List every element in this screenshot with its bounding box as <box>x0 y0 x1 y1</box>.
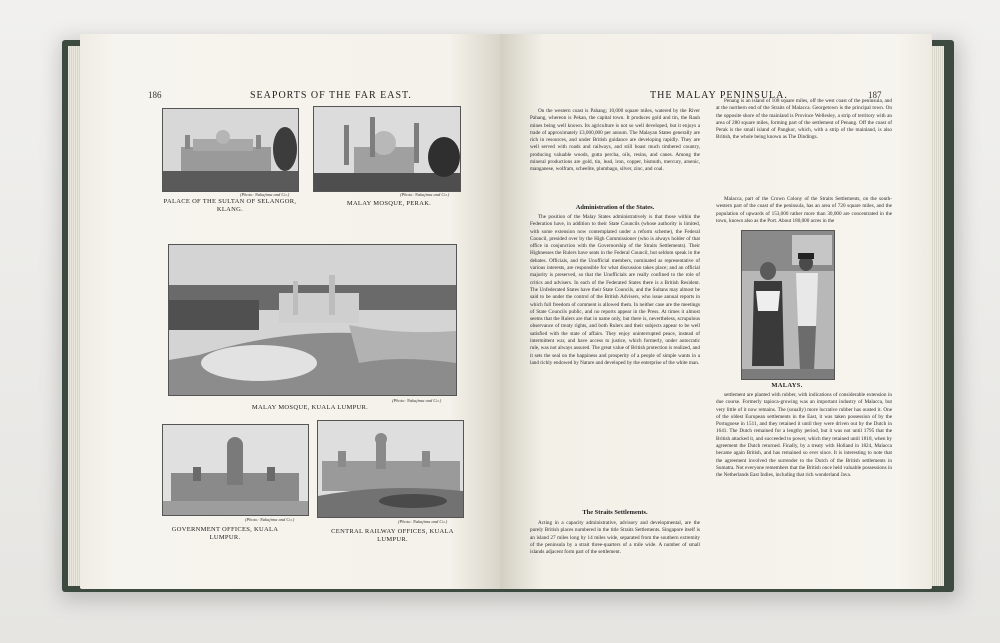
government-offices-photo <box>162 424 309 516</box>
subhead-administration: Administration of the States. <box>575 204 655 211</box>
kl-mosque-caption: MALAY MOSQUE, KUALA LUMPUR. <box>251 404 369 411</box>
gov-offices-caption: GOVERNMENT OFFICES, KUALA LUMPUR. <box>171 526 279 541</box>
right-page <box>500 34 932 589</box>
malays-caption: MALAYS. <box>771 382 803 389</box>
right-running-head: THE MALAY PENINSULA. <box>650 90 788 101</box>
railway-photo-credit: (Photo: Nakajima and Co.) <box>398 519 448 524</box>
palace-photo-credit: (Photo: Nakajima and Co.) <box>240 192 290 197</box>
subhead-straits: The Straits Settlements. <box>582 509 648 516</box>
gov-offices-photo-credit: (Photo: Nakajima and Co.) <box>245 517 295 522</box>
col2-top-paragraph: Penang is an island of 108 square miles, off the west coast of the peninsula, and at the northern end of the Straits of Malacca. Georgetown is the principal town. On the opposite shore of the mainland is Province Wellesley, a strip of territory with an area of 280 square miles, forming part of the settlement of Penang. Off the coast of Perak is the small island of Pangkor, which, with a strip of the mainland, is also British, the whole being known as The Dindings. <box>716 98 892 141</box>
col1-admin-text <box>530 214 700 526</box>
palace-photo <box>162 108 299 192</box>
left-page-number: 186 <box>148 90 162 100</box>
col1-straits-paragraph: Acting in a capacity administrative, advisory and developmental, are the purely British places numbered in the title Straits Settlements. Singapore itself is an island 27 miles long by 14 miles wide, separated from the southern extremity of the peninsula by a strait three-quarters of a mile wide. A number of small islands adjacent form part of the settlement. <box>530 520 700 556</box>
col2-top-text <box>716 98 892 194</box>
railway-offices-photo <box>317 420 464 518</box>
left-running-head: SEAPORTS OF THE FAR EAST. <box>250 90 412 101</box>
kuala-lumpur-mosque-photo <box>168 244 457 396</box>
col1-intro-paragraph: On the western coast is Pahang; 10,000 square miles, watered by the River Pahang, whereon is Pekan, the capital town. It produces gold and tin, the Rauh mines being well known. Its agriculture is not so well developed, but it enjoys a trade of approximately £3,000,000 per annum. The Malayan States generally are rich in resources, and under British guidance are developing rapidly. They are well served with roads and railways, and still boast much timbered country, producing valuable woods, gutta percha, oils, resins, and canes. Among the mineral productions are gold, tin, lead, iron, copper, bismuth, mercury, arsenic, manganese, wolfram, scheelite, plumbago, silver, zinc, and coal. <box>530 108 700 173</box>
perak-mosque-photo <box>313 106 461 192</box>
col2-malacca-paragraph: Malacca, part of the Crown Colony of the Straits Settlements, on the south-western part of the coast of the peninsula, has an area of 720 square miles, and the population of upwards of 153,000 rather more than 30,000 are concentrated in the town, known also as the Port. About 180,000 acres in the <box>716 196 892 224</box>
kl-mosque-photo-credit: (Photo: Nakajima and Co.) <box>392 398 442 403</box>
col1-intro-text <box>530 108 700 200</box>
malays-photo <box>741 230 835 380</box>
col1-admin-paragraph: The position of the Malay States administratively is that those within the Federation have, in addition to their State Councils (whose authority is limited, with some extension now contemplated under a reform scheme), the Federal Council, presided over by the High Commissioner (who is always holder of that office in conjunction with the Governorship of the Straits Settlements). Their Highnesses the Rulers have seats in the Federal Council, but seldom speak in the debates. Officials, and the Unofficial members, nominated as representative of various interests, are responsible for what discussion takes place; and an official majority is preserved, so that the Unofficials are really confined to the role of critics and advisers. In each of the Federated States there is a British Resident. The Unfederated States have their State Councils, and the Sultans may almost be said to be under the control of the British Advisers, who issue annual reports in which full freedom of comment is allowed them. In neither case are the meetings of State Councils public, and no reports appear in the Press. At times it almost seems that the Rulers are that in name only, but there is, nevertheless, scrupulous observance of treaty rights, and both Rulers and their subjects appear to be well satisfied with the state of affairs. They enjoy uninterrupted peace, instead of intermittent war, and have access to justice, which formerly, under autocratic rule, was not always assured. The great value of British protection is realized, and it sets the seal on the happiness and prosperity of a people of simple wants in a land richly endowed by Nature and developed by the enterprise of the white man. <box>530 214 700 366</box>
right-page-number: 187 <box>868 90 882 100</box>
col2-bottom-text <box>716 392 892 572</box>
left-page <box>80 34 500 589</box>
palace-caption: PALACE OF THE SULTAN OF SELANGOR, KLANG. <box>163 198 297 213</box>
col1-straits-text <box>530 520 700 572</box>
railway-caption: CENTRAL RAILWAY OFFICES, KUALA LUMPUR. <box>331 528 454 543</box>
perak-photo-credit: (Photo: Nakajima and Co.) <box>400 192 450 197</box>
perak-caption: MALAY MOSQUE, PERAK. <box>346 200 432 207</box>
page-edges-right <box>930 46 944 586</box>
col2-bottom-paragraph: settlement are planted with rubber, with indications of considerable extension in due course. Formerly tapioca-growing was an important industry of Malacca, but very little of it now remains. The (usually) more lucrative rubber has ousted it. One of the oldest European settlements in the East, it was taken possession of by the Portuguese in 1511, and they retained it until they were driven out by the Dutch in 1641. The Dutch remained for a lengthy period, but it was not until 1795 that the British attacked it, and succeeded to power, which they retained until 1818, when by agreement the Dutch returned. Finally, by a treaty with Holland in 1824, Malacca became again British, and has remained so ever since. It is interesting to note that the agreement involved the surrender to the Dutch of the British settlements in Sumatra. Not everyone remembers that the British once held valuable possessions in the Netherlands East Indies, including that rich wonderland Java. <box>716 392 892 479</box>
